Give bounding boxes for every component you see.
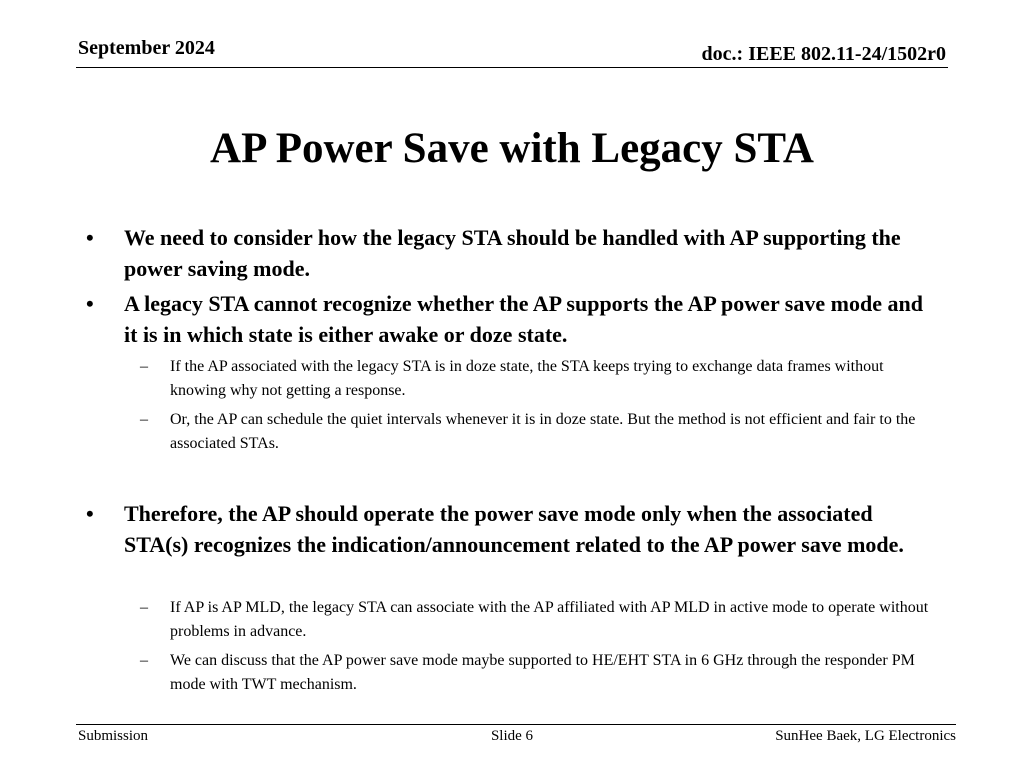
bullet-item (86, 222, 924, 284)
sub-bullet-text: We can discuss that the AP power save mode maybe supported to HE/EHT STA in 6 GHz through the responder PM mode with TWT mechanism. (170, 652, 915, 693)
sub-bullet-text: If the AP associated with the legacy STA is in doze state, the STA keeps trying to exchange data frames without knowing why not getting a response. (170, 358, 884, 399)
sub-bullet-text: Or, the AP can schedule the quiet intervals whenever it is in doze state. But the method is not efficient and fair to the associated STAs. (170, 411, 916, 452)
sub-bullet-item (140, 596, 940, 643)
bullet-marker: • (86, 225, 94, 250)
footer-divider (76, 724, 956, 725)
header-doc-id: doc.: IEEE 802.11-24/1502r0 (701, 43, 946, 65)
bullet-item (86, 288, 924, 350)
sub-bullet-item (140, 649, 940, 696)
footer-slide-number: Slide 6 (490, 728, 534, 744)
sub-bullet-item (140, 408, 940, 455)
header-divider (76, 67, 948, 68)
sub-bullet-marker: – (140, 652, 148, 669)
sub-bullet-marker: – (140, 358, 148, 375)
slide-title: AP Power Save with Legacy STA (210, 125, 814, 172)
sub-bullet-item (140, 355, 940, 402)
bullet-marker: • (86, 291, 94, 316)
bullet-marker: • (86, 501, 94, 526)
sub-bullet-marker: – (140, 411, 148, 428)
footer-author: SunHee Baek, LG Electronics (775, 728, 956, 744)
sub-bullet-text: If AP is AP MLD, the legacy STA can associate with the AP affiliated with AP MLD in active mode to operate without problems in advance. (170, 599, 929, 640)
footer-submission: Submission (78, 728, 149, 744)
header-date: September 2024 (78, 37, 215, 59)
sub-bullet-marker: – (140, 599, 148, 616)
bullet-item (86, 498, 924, 560)
bullet-text: Therefore, the AP should operate the power save mode only when the associated STA(s) recognizes the indication/announcement related to the AP power save mode. (124, 501, 904, 557)
bullet-text: We need to consider how the legacy STA should be handled with AP supporting the power saving mode. (124, 225, 901, 281)
bullet-text: A legacy STA cannot recognize whether the AP supports the AP power save mode and it is in which state is either awake or doze state. (124, 291, 923, 347)
